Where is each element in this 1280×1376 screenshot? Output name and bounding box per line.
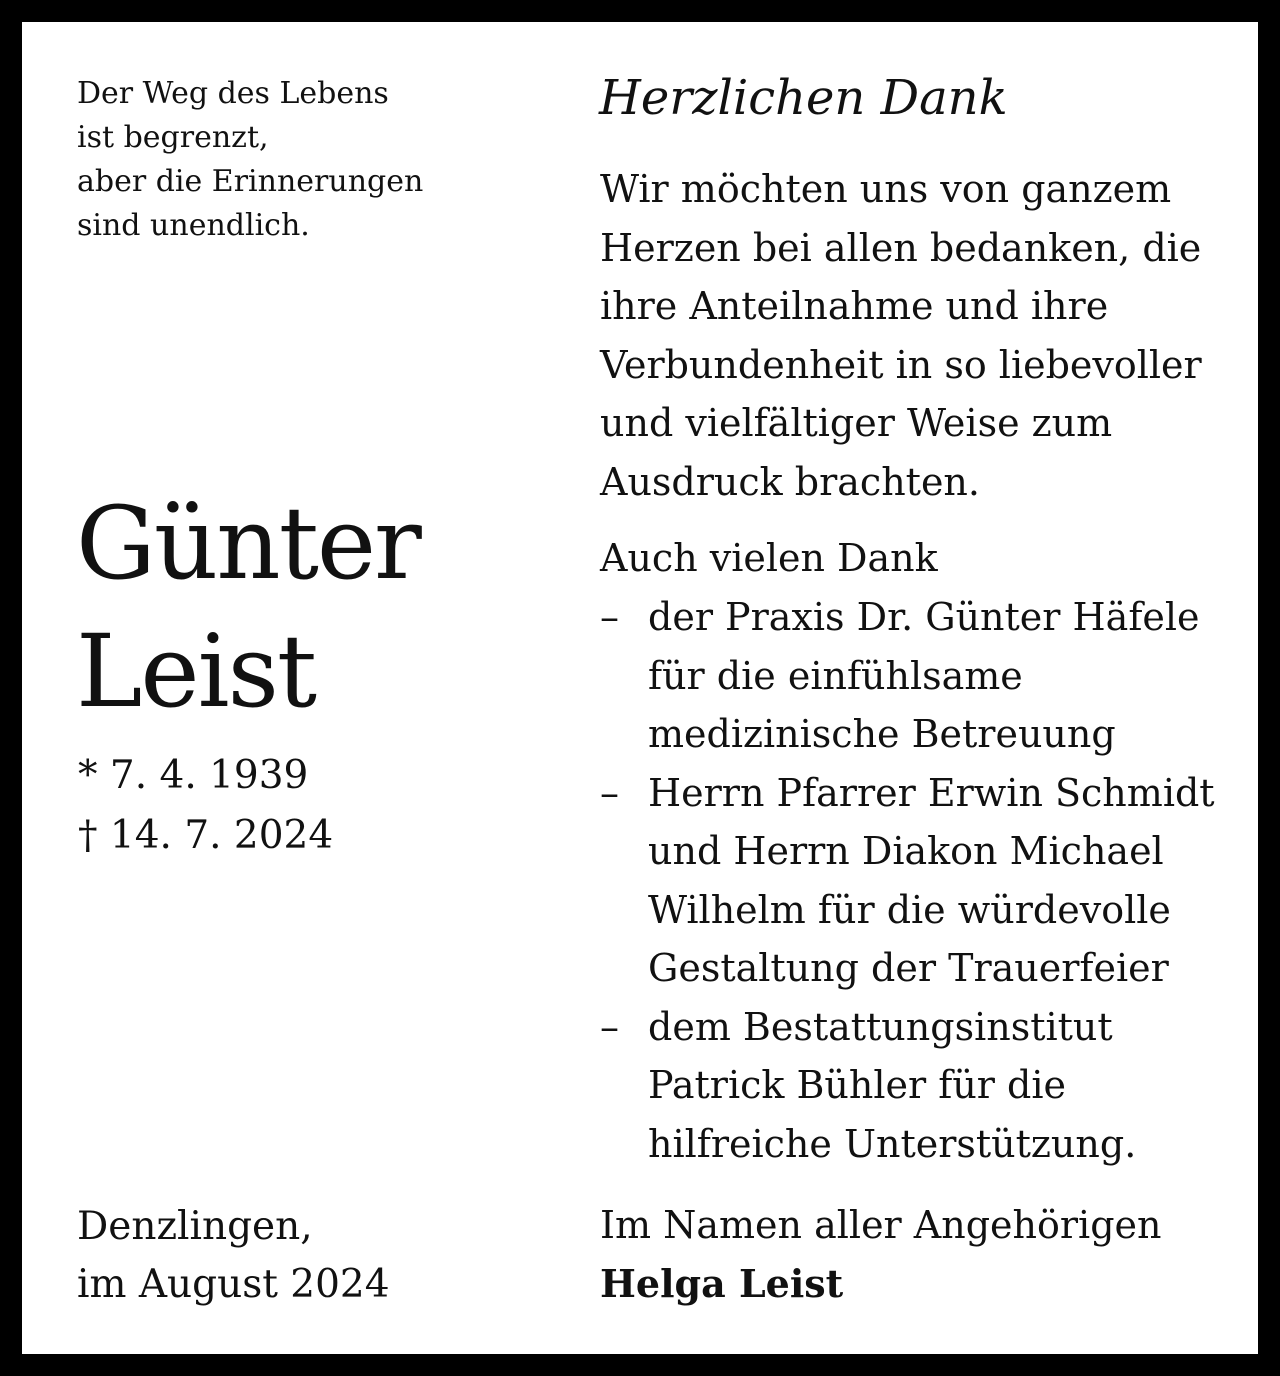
quote-line: Der Weg des Lebens — [77, 76, 389, 111]
quote-line: sind unendlich. — [77, 208, 310, 243]
paragraph-line: Ausdruck brachten. — [600, 459, 980, 504]
list-item-line: der Praxis Dr. Günter Häfele — [648, 595, 1200, 639]
list-item-line: Gestaltung der Trauerfeier — [648, 946, 1169, 990]
list-item-line: medizinische Betreuung — [648, 712, 1116, 756]
thanks-heading: Herzlichen Dank — [599, 70, 1008, 126]
paragraph-line: ihre Anteilnahme und ihre — [600, 284, 1109, 328]
paragraph-line: Wir möchten uns von ganzem — [600, 167, 1172, 211]
deceased-name — [76, 480, 420, 736]
signer-name: Helga Leist — [600, 1260, 844, 1306]
list-item-line: dem Bestattungsinstitut — [648, 1004, 1113, 1049]
date-line: im August 2024 — [77, 1262, 390, 1307]
dash-bullet: – — [600, 770, 619, 815]
list-item-line: Patrick Bühler für die — [648, 1063, 1066, 1107]
thanks-list — [600, 588, 1215, 1173]
last-name: Leist — [76, 613, 316, 730]
thanks-intro: Auch vielen Dank — [600, 536, 938, 580]
place-line: Denzlingen, — [77, 1204, 313, 1249]
list-item — [600, 588, 1215, 764]
dash-bullet: – — [600, 595, 619, 639]
dash-bullet: – — [600, 1004, 619, 1049]
signoff — [600, 1196, 1161, 1313]
list-item-line: Herrn Pfarrer Erwin Schmidt — [648, 770, 1215, 815]
list-item — [600, 764, 1215, 998]
list-item-line: hilfreiche Unterstützung. — [648, 1121, 1137, 1166]
first-name: Günter — [76, 485, 420, 602]
list-item-line: für die einfühlsame — [648, 653, 1023, 698]
place-and-date — [77, 1198, 390, 1314]
paragraph-line: und vielfältiger Weise zum — [600, 401, 1113, 445]
obituary-card — [22, 22, 1258, 1354]
life-dates — [78, 746, 333, 866]
signoff-line: Im Namen aller Angehörigen — [600, 1203, 1162, 1247]
list-item-line: und Herrn Diakon Michael — [648, 829, 1164, 873]
death-date: † 14. 7. 2024 — [78, 813, 334, 858]
list-item-line: Wilhelm für die würdevolle — [648, 887, 1171, 932]
thanks-paragraph — [600, 160, 1202, 511]
paragraph-line: Herzen bei allen bedanken, die — [600, 225, 1202, 270]
memorial-quote — [77, 72, 423, 248]
paragraph-line: Verbundenheit in so liebevoller — [600, 342, 1202, 387]
quote-line: ist begrenzt, — [77, 120, 269, 155]
birth-date: * 7. 4. 1939 — [78, 753, 309, 798]
quote-line: aber die Erinnerungen — [77, 164, 424, 199]
list-item — [600, 998, 1215, 1174]
